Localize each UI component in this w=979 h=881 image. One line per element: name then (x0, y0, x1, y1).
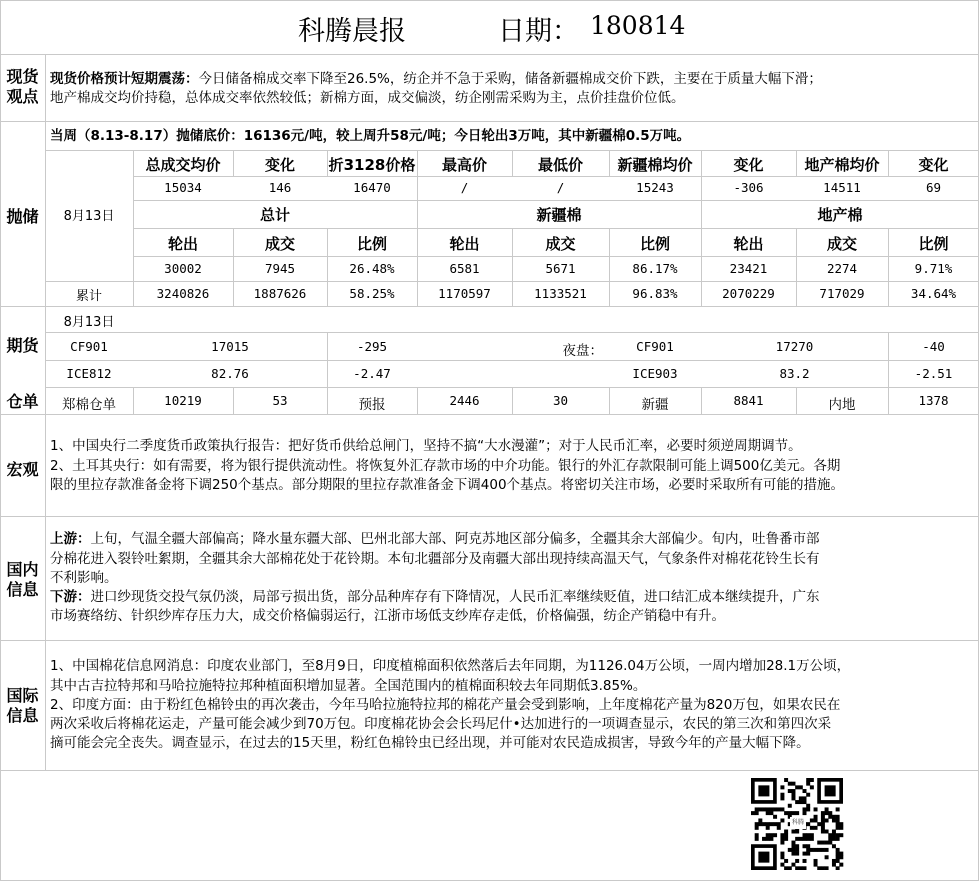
futures-night-cf901-price: 17270 (775, 339, 814, 354)
auction-price-header-1: 变化 (264, 156, 295, 174)
section-label-futures: 期货 (6, 336, 39, 355)
auction-volume-value-6: 23421 (729, 261, 768, 276)
auction-price-value-1: 146 (268, 180, 292, 195)
night-session-label: 夜盘： (562, 343, 603, 359)
domestic-upstream-line-1: 上游：上旬，气温全疆大部偏高；降水量东疆大部、巴州北部大部、阿克苏地区部分偏多，全疆其余大部偏少。旬内，吐鲁番市部 (50, 531, 820, 547)
macro-line-2: 2、土耳其央行：如有需要，将为银行提供流动性。将恢复外汇存款市场的中介功能。银行的外汇存款限制可能上调500亿美元。各期 (50, 458, 841, 474)
spot-line-2: 地产棉成交均价持稳，总体成交率依然较低；新棉方面，成交偏淡，纺企刚需采购为主，点价挂盘价位低。 (50, 90, 685, 106)
auction-price-header-6: 变化 (733, 156, 764, 174)
intl-line-2: 其中古吉拉特邦和马哈拉施特拉邦种植面积增加显著。全国范围内的植棉面积较去年同期低3.85%。 (50, 678, 647, 694)
warehouse-cell-3: 预报 (358, 397, 386, 413)
auction-volume-header-0: 轮出 (167, 235, 198, 253)
auction-price-header-3: 最高价 (441, 156, 487, 174)
auction-volume-header-2: 比例 (356, 235, 387, 253)
domestic-downstream-line-2: 市场赛络纺、针织纱库存压力大，成交价格偏弱运行，江浙市场低支纱库存走低，价格偏强，纺企产销稳中有升。 (50, 608, 725, 624)
futures-ice812: ICE812 (66, 366, 112, 381)
auction-price-value-0: 15034 (164, 180, 202, 195)
auction-volume-value-1: 7945 (264, 261, 296, 276)
auction-price-header-7: 地产棉均价 (804, 156, 880, 174)
futures-ice812-price: 82.76 (211, 366, 249, 381)
upstream-label: 上游： (50, 531, 91, 547)
futures-night-cf901-change: -40 (922, 339, 945, 354)
auction-price-header-2: 折3128价格 (328, 156, 416, 174)
warehouse-cell-7: 8841 (733, 393, 764, 408)
futures-cf901-price: 17015 (211, 339, 249, 354)
auction-cumulative-value-8: 34.64% (910, 286, 957, 301)
auction-volume-value-2: 26.48% (349, 261, 395, 276)
auction-date: 8月13日 (63, 209, 115, 224)
auction-volume-value-5: 86.17% (632, 261, 678, 276)
auction-price-value-5: 15243 (636, 180, 674, 195)
auction-price-value-2: 16470 (353, 180, 391, 195)
qr-code-icon (743, 778, 851, 870)
cumulative-label: 累计 (75, 289, 102, 304)
domestic-upstream-line-3: 不利影响。 (50, 570, 118, 586)
auction-cumulative-value-4: 1133521 (534, 286, 587, 301)
auction-volume-value-3: 6581 (449, 261, 480, 276)
downstream-label: 下游： (50, 589, 91, 605)
auction-volume-value-0: 30002 (164, 261, 202, 276)
intl-line-4: 两次采收后将棉花运走，产量可能会减少到70万包。印度棉花协会会长玛尼什•达加进行的一项调查显示，农民的第三次和第四次采 (50, 716, 832, 732)
macro-line-3: 限的里拉存款准备金将下调250个基点。部分期限的里拉存款准备金下调400个基点。将密切关注市场，必要时采取所有可能的措施。 (50, 477, 845, 493)
warehouse-cell-9: 1378 (918, 393, 949, 408)
intl-line-5: 摘可能会完全丧失。调查显示，在过去的15天里，粉红色棉铃虫已经出现，并可能对农民造成损害，导致今年的产量大幅下降。 (50, 735, 810, 751)
section-label-spot: 现货 观点 (6, 67, 39, 106)
auction-cumulative-value-5: 96.83% (632, 286, 678, 301)
auction-price-header-8: 变化 (918, 156, 949, 174)
auction-price-value-6: -306 (733, 180, 764, 195)
auction-volume-value-7: 2274 (826, 261, 858, 276)
warehouse-cell-4: 2446 (449, 393, 480, 408)
auction-volume-header-8: 比例 (918, 235, 949, 253)
auction-volume-value-4: 5671 (545, 261, 576, 276)
futures-ice812-change: -2.47 (353, 366, 391, 381)
auction-cumulative-value-3: 1170597 (438, 286, 491, 301)
auction-price-value-7: 14511 (823, 180, 861, 195)
auction-summary: 当周（8.13-8.17）抛储底价：16136元/吨，较上周升58元/吨；今日轮出3万吨，其中新疆棉0.5万吨。 (50, 128, 691, 144)
auction-price-header-5: 新疆棉均价 (617, 156, 693, 174)
date-value: 180814 (590, 11, 686, 40)
auction-volume-header-3: 轮出 (449, 235, 480, 253)
warehouse-cell-2: 53 (272, 393, 288, 408)
auction-cumulative-value-0: 3240826 (156, 286, 210, 301)
futures-cf901-change: -295 (356, 339, 388, 354)
auction-volume-value-8: 9.71% (914, 261, 953, 276)
group-xinjiang: 新疆棉 (536, 206, 582, 224)
spot-line-1: 现货价格预计短期震荡：今日储备棉成交率下降至26.5%，纺企并不急于采购，储备新疆棉成交价下跌，主要在于质量大幅下滑； (50, 71, 822, 87)
section-label-domestic: 国内 信息 (6, 560, 39, 599)
warehouse-cell-1: 10219 (164, 393, 202, 408)
auction-volume-header-1: 成交 (264, 235, 295, 253)
futures-date: 8月13日 (63, 315, 115, 330)
futures-ice903-change: -2.51 (914, 366, 953, 381)
section-label-international: 国际 信息 (6, 686, 39, 725)
warehouse-cell-8: 内地 (828, 397, 856, 413)
auction-price-value-4: / (556, 180, 565, 195)
auction-price-value-8: 69 (925, 180, 942, 195)
auction-cumulative-value-2: 58.25% (349, 286, 395, 301)
intl-line-3: 2、印度方面：由于粉红色棉铃虫的再次袭击，今年马哈拉施特拉邦的棉花产量会受到影响，上年度棉花产量为820万包，如果农民在 (50, 697, 841, 713)
page-title-bar (0, 0, 979, 54)
group-total: 总计 (259, 206, 290, 224)
domestic-upstream-line-2: 分棉花进入裂铃吐絮期，全疆其余大部棉花处于花铃期。本旬北疆部分及南疆大部出现持续高温天气，气象条件对棉花花铃生长有 (50, 551, 820, 567)
spot-lead: 现货价格预计短期震荡： (50, 71, 199, 87)
futures-ice903-price: 83.2 (779, 366, 810, 381)
auction-volume-header-4: 成交 (545, 235, 576, 253)
macro-line-1: 1、中国央行二季度货币政策执行报告：把好货币供给总闸门，坚持不搞“大水漫灌”；对于人民币汇率，必要时须逆周期调节。 (50, 438, 802, 454)
auction-volume-header-7: 成交 (826, 235, 857, 253)
auction-cumulative-value-7: 717029 (819, 286, 865, 301)
auction-cumulative-value-6: 2070229 (722, 286, 775, 301)
section-label-auction: 抛储 (6, 207, 39, 226)
futures-cf901: CF901 (70, 339, 108, 354)
auction-volume-header-5: 比例 (639, 235, 670, 253)
auction-volume-header-6: 轮出 (733, 235, 764, 253)
futures-ice903: ICE903 (632, 366, 678, 381)
auction-cumulative-value-1: 1887626 (253, 286, 307, 301)
intl-line-1: 1、中国棉花信息网消息：印度农业部门，至8月9日，印度植棉面积依然落后去年同期，为1126.04万公顷，一周内增加28.1万公顷， (50, 658, 851, 674)
warehouse-cell-0: 郑棉仓单 (62, 397, 116, 413)
auction-price-header-0: 总成交均价 (145, 156, 221, 174)
warehouse-cell-5: 30 (552, 393, 569, 408)
domestic-downstream-line-1: 下游：进口纱现货交投气氛仍淡，局部亏损出货，部分品种库存有下降情况，人民币汇率继续贬值，进口结汇成本继续提升，广东 (50, 589, 820, 605)
group-local: 地产棉 (817, 206, 863, 224)
auction-price-header-4: 最低价 (537, 156, 583, 174)
qr-caption: 科腾 (790, 817, 806, 829)
page-title: 科腾晨报 (298, 16, 406, 47)
auction-price-value-3: / (460, 180, 469, 195)
date-label: 日期： (498, 16, 579, 47)
section-label-macro: 宏观 (6, 460, 39, 479)
section-label-warehouse: 仓单 (6, 392, 39, 411)
warehouse-cell-6: 新疆 (641, 397, 669, 413)
futures-night-cf901: CF901 (636, 339, 674, 354)
